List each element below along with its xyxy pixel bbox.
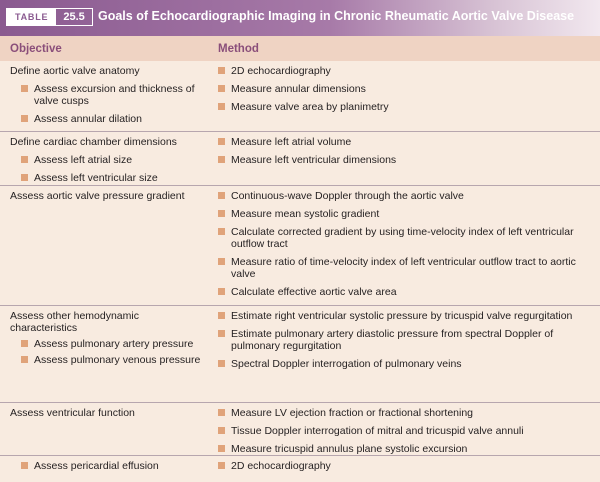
table-title: Goals of Echocardiographic Imaging in Chronic Rheumatic Aortic Valve Disease (98, 9, 575, 23)
method-item: Measure tricuspid annulus plane systolic excursion (218, 443, 596, 455)
objective-cell (10, 310, 208, 372)
method-item: Measure left atrial volume (218, 136, 596, 148)
column-header-objective: Objective (10, 43, 62, 55)
table-row (0, 305, 600, 402)
square-bullet-icon (218, 427, 225, 434)
method-cell (218, 190, 596, 304)
method-item: Calculate corrected gradient by using time-velocity index of left ventricular outflow tract (218, 226, 596, 250)
objective-subitem: Assess pulmonary venous pressure (10, 354, 208, 366)
square-bullet-icon (218, 156, 225, 163)
method-item: Continuous-wave Doppler through the aortic valve (218, 190, 596, 202)
method-item: Measure valve area by planimetry (218, 101, 596, 113)
objective-subitem: Assess left ventricular size (10, 172, 208, 184)
table-number: 25.5 (63, 11, 85, 23)
square-bullet-icon (218, 192, 225, 199)
objective-subitem: Assess excursion and thickness of valve cusps (10, 83, 208, 107)
objective-subitem: Assess annular dilation (10, 113, 208, 125)
table-title-bar (0, 0, 600, 36)
square-bullet-icon (218, 210, 225, 217)
objective-subitem: Assess pericardial effusion (10, 460, 208, 472)
square-bullet-icon (218, 258, 225, 265)
square-bullet-icon (218, 67, 225, 74)
method-item: Measure left ventricular dimensions (218, 154, 596, 166)
objective-text: Define cardiac chamber dimensions (10, 136, 177, 148)
objective-cell (10, 460, 208, 478)
table-row (0, 402, 600, 455)
method-item: Measure LV ejection fraction or fractional shortening (218, 407, 596, 419)
square-bullet-icon (21, 174, 28, 181)
square-bullet-icon (218, 138, 225, 145)
square-bullet-icon (21, 340, 28, 347)
square-bullet-icon (218, 330, 225, 337)
square-bullet-icon (218, 409, 225, 416)
table-row (0, 131, 600, 185)
table-row (0, 185, 600, 305)
method-cell (218, 407, 596, 461)
method-item: Measure ratio of time-velocity index of left ventricular outflow tract to aortic valve (218, 256, 596, 280)
square-bullet-icon (218, 103, 225, 110)
method-item: Estimate pulmonary artery diastolic pressure from spectral Doppler of pulmonary regurgitation (218, 328, 596, 352)
objective-subitem: Assess pulmonary artery pressure (10, 338, 208, 350)
objective-subitem: Assess left atrial size (10, 154, 208, 166)
objective-text: Assess ventricular function (10, 407, 135, 419)
square-bullet-icon (21, 85, 28, 92)
method-cell (218, 460, 596, 478)
method-cell (218, 310, 596, 376)
square-bullet-icon (218, 228, 225, 235)
column-header-method: Method (218, 43, 259, 55)
method-cell (218, 136, 596, 172)
square-bullet-icon (21, 462, 28, 469)
objective-text: Assess aortic valve pressure gradient (10, 190, 185, 202)
method-item: 2D echocardiography (218, 460, 596, 472)
table-label-tag (6, 8, 93, 26)
method-item: Measure mean systolic gradient (218, 208, 596, 220)
objective-text: Define aortic valve anatomy (10, 65, 140, 77)
square-bullet-icon (218, 445, 225, 452)
square-bullet-icon (21, 115, 28, 122)
square-bullet-icon (21, 356, 28, 363)
objective-cell (10, 65, 208, 131)
objective-cell (10, 136, 208, 190)
column-header-row (0, 36, 600, 61)
objective-cell (10, 407, 208, 425)
method-item: Calculate effective aortic valve area (218, 286, 596, 298)
table-row (0, 455, 600, 482)
square-bullet-icon (218, 462, 225, 469)
square-bullet-icon (218, 288, 225, 295)
square-bullet-icon (218, 312, 225, 319)
objective-text: Assess other hemodynamic characteristics (10, 310, 139, 334)
method-item: Measure annular dimensions (218, 83, 596, 95)
table-word: TABLE (7, 9, 56, 25)
objective-cell (10, 190, 208, 208)
method-item: Estimate right ventricular systolic pressure by tricuspid valve regurgitation (218, 310, 596, 322)
square-bullet-icon (218, 360, 225, 367)
square-bullet-icon (218, 85, 225, 92)
table-row (0, 61, 600, 131)
method-item: 2D echocardiography (218, 65, 596, 77)
method-cell (218, 65, 596, 119)
method-item: Spectral Doppler interrogation of pulmonary veins (218, 358, 596, 370)
method-item: Tissue Doppler interrogation of mitral and tricuspid valve annuli (218, 425, 596, 437)
square-bullet-icon (21, 156, 28, 163)
